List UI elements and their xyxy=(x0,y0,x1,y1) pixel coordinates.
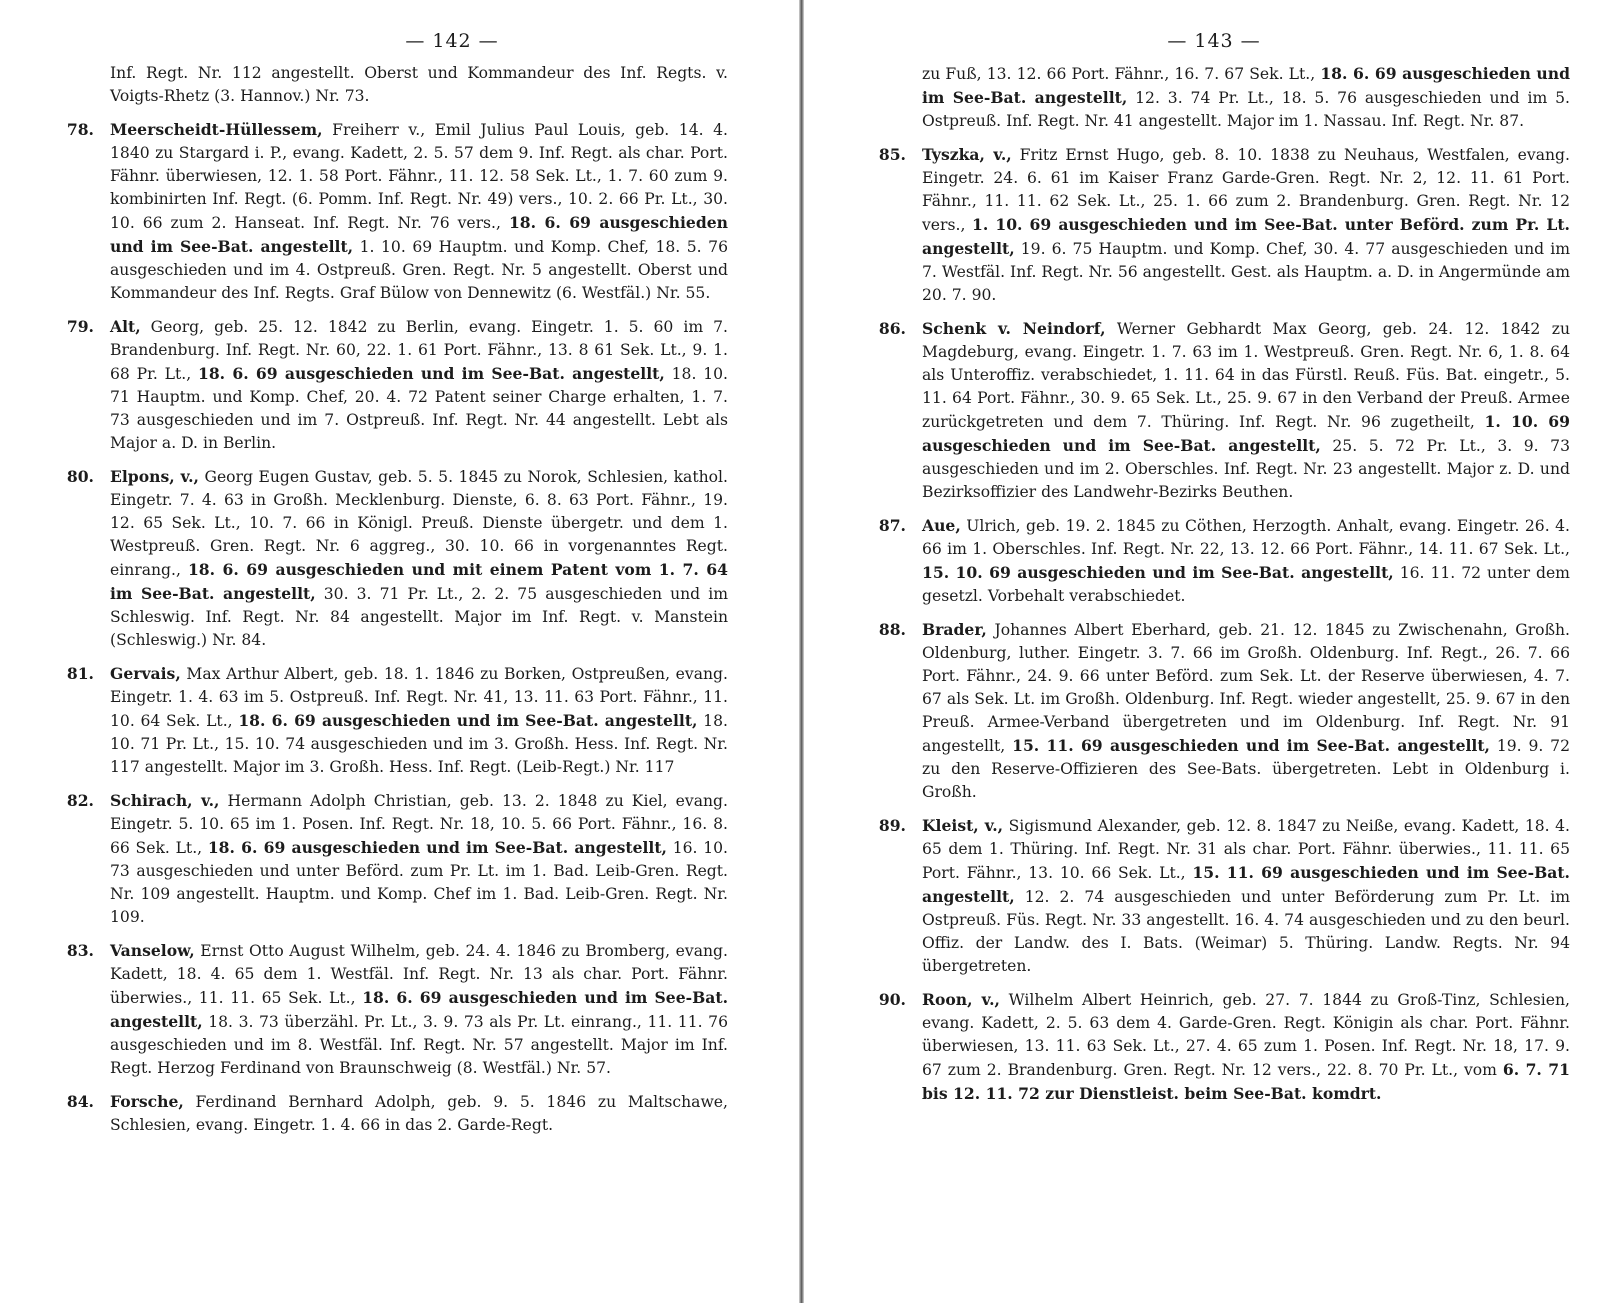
entry-body: Freiherr v., Emil Julius Paul Louis, geb. 14. 4. 1840 zu Stargard i. P., evang. Kadett, 2. 5. 57 dem 9. Inf. Regt. als char. Port. Fähnr. überwiesen, 12. 1. 58 Port. Fähnr., 11. 12. 58 Sek. Lt., 1. 7. 60 zum 9. kombinirten Inf. Regt. (6. Pomm. Inf. Regt. Nr. 49) vers., 10. 2. 66 Pr. Lt., 30. 10. 66 zum 2. Hanseat. Inf. Regt. Nr. 76 vers., xyxy=(110,121,728,232)
register-entry xyxy=(46,315,728,455)
register-entry xyxy=(858,618,1570,804)
entry-text xyxy=(110,662,728,779)
entry-text xyxy=(922,988,1570,1106)
register-entry xyxy=(858,514,1570,608)
entry-text xyxy=(110,789,728,929)
entry-number: 84. xyxy=(66,1092,94,1111)
page-number: — 143 — xyxy=(1167,30,1261,52)
entry-text xyxy=(110,939,728,1080)
entry-name: Vanselow, xyxy=(110,941,195,960)
entry-body: Johannes Albert Eberhard, geb. 21. 12. 1845 zu Zwischenahn, Großh. Oldenburg, luther. Eingetr. 3. 7. 66 im Großh. Oldenburg. Inf. Regt., 26. 7. 66 Port. Fähnr., 24. 9. 66 unter Beförd. zum Sek. Lt. der Reserve überwiesen, 4. 7. 67 als Sek. Lt. im Großh. Oldenburg. Inf. Regt. wieder angestellt, 25. 9. 67 in den Preuß. Armee-Verband übergetreten und im Oldenburg. Inf. Regt. Nr. 91 angestellt, xyxy=(922,621,1570,755)
register-entry xyxy=(858,814,1570,978)
entry-highlight: 18. 6. 69 ausgeschieden und mit einem Patent vom 1. 7. 64 im See-Bat. angestellt, xyxy=(110,560,728,603)
entry-body: Hermann Adolph Christian, geb. 13. 2. 1848 zu Kiel, evang. Eingetr. 5. 10. 65 im 1. Posen. Inf. Regt. Nr. 18, 10. 5. 66 Port. Fähnr., 16. 8. 66 Sek. Lt., xyxy=(110,792,728,857)
register-entry xyxy=(858,317,1570,504)
entry-number: 82. xyxy=(66,791,94,810)
entry-text xyxy=(110,315,728,455)
entry-body: Ernst Otto August Wilhelm, geb. 24. 4. 1846 zu Bromberg, evang. Kadett, 18. 4. 65 dem 1. Westfäl. Inf. Regt. Nr. 13 als char. Port. Fähnr. überwies., 11. 11. 65 Sek. Lt., xyxy=(110,942,728,1007)
entry-text xyxy=(922,814,1570,978)
entry-highlight: 15. 11. 69 ausgeschieden und im See-Bat. angestellt, xyxy=(922,863,1570,906)
register-entry xyxy=(46,118,728,305)
entry-body: Wilhelm Albert Heinrich, geb. 27. 7. 1844 zu Groß-Tinz, Schlesien, evang. Kadett, 2. 5. 63 dem 4. Garde-Gren. Regt. Königin als char. Port. Fähnr. überwiesen, 13. 11. 63 Sek. Lt., 27. 4. 65 zum 1. Posen. Inf. Regt. Nr. 18, 17. 9. 67 zum 2. Brandenburg. Gren. Regt. Nr. 12 vers., 22. 8. 70 Pr. Lt., vom xyxy=(922,991,1570,1079)
entry-text xyxy=(922,317,1570,504)
entry-body: Ulrich, geb. 19. 2. 1845 zu Cöthen, Herzogth. Anhalt, evang. Eingetr. 26. 4. 66 im 1. Oberschles. Inf. Regt. Nr. 22, 13. 12. 66 Port. Fähnr., 14. 11. 67 Sek. Lt., xyxy=(922,517,1571,558)
entry-name: Gervais, xyxy=(110,664,181,683)
entry-text xyxy=(922,514,1570,608)
entry-number: 83. xyxy=(66,941,94,960)
entry-body: Sigismund Alexander, geb. 12. 8. 1847 zu Neiße, evang. Kadett, 18. 4. 65 dem 1. Thüring. Inf. Regt. Nr. 31 als char. Port. Fähnr. überwies., 11. 11. 65 Port. Fähnr., 13. 10. 66 Sek. Lt., xyxy=(922,817,1570,882)
right-page xyxy=(806,0,1600,1303)
entry-body-cont: 18. 10. 71 Pr. Lt., 15. 10. 74 ausgeschieden und im 3. Großh. Hess. Inf. Regt. Nr. 117 angestellt. Major im 3. Großh. Hess. Inf. Regt. (Leib-Regt.) Nr. 117 xyxy=(110,712,728,776)
entry-text xyxy=(922,143,1570,307)
page-number: — 142 — xyxy=(405,30,499,52)
continuation-text: Inf. Regt. Nr. 112 angestellt. Oberst und Kommandeur des Inf. Regts. v. Voigts-Rhetz (3. Hannov.) Nr. 73. xyxy=(110,64,728,105)
entry-number: 90. xyxy=(878,990,906,1009)
entry-highlight: 18. 6. 69 ausgeschieden und im See-Bat. angestellt, xyxy=(110,988,729,1031)
entry-body: Max Arthur Albert, geb. 18. 1. 1846 zu Borken, Ostpreußen, evang. Eingetr. 1. 4. 63 im 5. Ostpreuß. Inf. Regt. Nr. 41, 13. 11. 63 Port. Fähnr., 11. 10. 64 Sek. Lt., xyxy=(110,665,728,730)
entry-text xyxy=(110,1090,728,1137)
entry-name: Aue, xyxy=(922,516,961,535)
register-entry xyxy=(46,465,728,652)
entry-number: 85. xyxy=(878,145,906,164)
entry-number: 79. xyxy=(66,317,94,336)
entry-text xyxy=(110,118,728,305)
book-gutter xyxy=(799,0,804,1303)
entry-number: 87. xyxy=(878,516,906,535)
register-entry xyxy=(858,988,1570,1106)
entry-body: Georg Eugen Gustav, geb. 5. 5. 1845 zu Norok, Schlesien, kathol. Eingetr. 7. 4. 63 in Großh. Mecklenburg. Dienste, 6. 8. 63 Port. Fähnr., 19. 12. 65 Sek. Lt., 10. 7. 66 in Königl. Preuß. Dienste übergetr. und dem 1. Westpreuß. Gren. Regt. Nr. 6 aggreg., 30. 10. 66 in vorgenanntes Regt. einrang., xyxy=(110,468,728,579)
entry-body-cont: 19. 6. 75 Hauptm. und Komp. Chef, 30. 4. 77 ausgeschieden und im 7. Westfäl. Inf. Regt. Nr. 56 angestellt. Gest. als Hauptm. a. D. in Angermünde am 20. 7. 90. xyxy=(922,240,1570,304)
entry-name: Kleist, v., xyxy=(922,816,1004,835)
entry-number: 80. xyxy=(66,467,94,486)
entry-body: Werner Gebhardt Max Georg, geb. 24. 12. 1842 zu Magdeburg, evang. Eingetr. 1. 7. 63 im 1. Westpreuß. Gren. Regt. Nr. 6, 1. 8. 64 als Unteroffiz. verabschiedet, 1. 11. 64 in das Fürstl. Reuß. Füs. Bat. eingetr., 5. 11. 64 Port. Fähnr., 30. 9. 65 Sek. Lt., 25. 9. 67 in den Verband der Preuß. Armee zurückgetreten und dem 7. Thüring. Inf. Regt. Nr. 96 zugetheilt, xyxy=(922,320,1570,431)
entry-body: Fritz Ernst Hugo, geb. 8. 10. 1838 zu Neuhaus, Westfalen, evang. Eingetr. 24. 6. 61 im Kaiser Franz Garde-Gren. Regt. Nr. 2, 12. 11. 61 Port. Fähnr., 11. 11. 62 Sek. Lt., 25. 1. 66 zum 2. Brandenburg. Gren. Regt. Nr. 12 vers., xyxy=(922,146,1570,234)
entry-name: Meerscheidt-Hüllessem, xyxy=(110,120,323,139)
register-entry xyxy=(858,143,1570,307)
continuation-text xyxy=(922,62,1570,133)
entry-number: 78. xyxy=(66,120,94,139)
entry-body: Ferdinand Bernhard Adolph, geb. 9. 5. 1846 zu Maltschawe, Schlesien, evang. Eingetr. 1. 4. 66 in das 2. Garde-Regt. xyxy=(110,1093,728,1134)
entry-body-cont: 30. 3. 71 Pr. Lt., 2. 2. 75 ausgeschieden und im Schleswig. Inf. Regt. Nr. 84 angestellt. Major im Inf. Regt. v. Manstein (Schleswig.) Nr. 84. xyxy=(110,585,728,649)
entry-body: Georg, geb. 25. 12. 1842 zu Berlin, evang. Eingetr. 1. 5. 60 im 7. Brandenburg. Inf. Regt. Nr. 60, 22. 1. 61 Port. Fähnr., 13. 8 61 Sek. Lt., 9. 1. 68 Pr. Lt., xyxy=(110,318,728,383)
register-entry xyxy=(46,662,728,779)
entry-name: Brader, xyxy=(922,620,987,639)
entry-highlight: 18. 6. 69 ausgeschieden und im See-Bat. angestellt, xyxy=(110,213,729,256)
entry-body-cont: 19. 9. 72 zu den Reserve-Offizieren des See-Bats. übergetreten. Lebt in Oldenburg i. Großh. xyxy=(922,737,1570,801)
entry-name: Tyszka, v., xyxy=(922,145,1012,164)
entry-body-cont: 25. 5. 72 Pr. Lt., 3. 9. 73 ausgeschieden und im 2. Oberschles. Inf. Regt. Nr. 23 angestellt. Major z. D. und Bezirksoffizier des Landwehr-Bezirks Beuthen. xyxy=(922,437,1570,501)
entry-number: 86. xyxy=(878,319,906,338)
entry-name: Forsche, xyxy=(110,1092,184,1111)
entry-number: 89. xyxy=(878,816,906,835)
entry-highlight: 6. 7. 71 bis 12. 11. 72 zur Dienstleist. beim See-Bat. komdrt. xyxy=(922,1060,1570,1103)
entry-number: 88. xyxy=(878,620,906,639)
entry-highlight: 15. 10. 69 ausgeschieden und im See-Bat. angestellt, xyxy=(922,563,1394,582)
entry-body-cont: 18. 10. 71 Hauptm. und Komp. Chef, 20. 4. 72 Patent seiner Charge erhalten, 1. 7. 73 ausgeschieden und im 7. Ostpreuß. Inf. Regt. Nr. 44 angestellt. Lebt als Major a. D. in Berlin. xyxy=(110,365,729,452)
entry-name: Alt, xyxy=(110,317,141,336)
entry-highlight: 1. 10. 69 ausgeschieden und im See-Bat. angestellt, xyxy=(922,412,1571,455)
entry-highlight: 18. 6. 69 ausgeschieden und im See-Bat. angestellt, xyxy=(238,711,698,730)
entry-body-cont: 18. 3. 73 überzähl. Pr. Lt., 3. 9. 73 als Pr. Lt. einrang., 11. 11. 76 ausgeschieden und im 8. Westfäl. Inf. Regt. Nr. 57 angestellt. Major im Inf. Regt. Herzog Ferdinand von Braunschweig (8. Westfäl.) Nr. 57. xyxy=(110,1013,728,1077)
entry-body-cont: 16. 10. 73 ausgeschieden und unter Beförd. zum Pr. Lt. im 1. Bad. Leib-Gren. Regt. Nr. 109 angestellt. Hauptm. und Komp. Chef im 1. Bad. Leib-Gren. Regt. Nr. 109. xyxy=(110,839,729,926)
entry-name: Elpons, v., xyxy=(110,467,199,486)
entry-highlight: 18. 6. 69 ausgeschieden und im See-Bat. angestellt, xyxy=(197,364,665,383)
entry-body-cont: 12. 2. 74 ausgeschieden und unter Beförderung zum Pr. Lt. im Ostpreuß. Füs. Regt. Nr. 33 angestellt. 16. 4. 74 ausgeschieden und zu den beurl. Offiz. der Landw. des I. Bats. (Weimar) 5. Thüring. Landw. Regts. Nr. 94 übergetreten. xyxy=(922,888,1570,975)
continuation-body: zu Fuß, 13. 12. 66 Port. Fähnr., 16. 7. 67 Sek. Lt., xyxy=(922,65,1316,83)
entry-body-cont: 16. 11. 72 unter dem gesetzl. Vorbehalt verabschiedet. xyxy=(922,564,1570,605)
continuation-highlight: 18. 6. 69 ausgeschieden und im See-Bat. angestellt, xyxy=(922,64,1570,107)
entry-body-cont: 1. 10. 69 Hauptm. und Komp. Chef, 18. 5. 76 ausgeschieden und im 4. Ostpreuß. Gren. Regt. Nr. 5 angestellt. Oberst und Kommandeur des Inf. Regts. Graf Bülow von Dennewitz (6. Westfäl.) Nr. 55. xyxy=(110,238,728,302)
entry-highlight: 15. 11. 69 ausgeschieden und im See-Bat. angestellt, xyxy=(1012,736,1490,755)
entry-number: 81. xyxy=(66,664,94,683)
register-entry xyxy=(46,1090,728,1137)
entry-text xyxy=(110,465,728,652)
entry-name: Schenk v. Neindorf, xyxy=(922,319,1106,338)
entry-highlight: 18. 6. 69 ausgeschieden und im See-Bat. angestellt, xyxy=(207,838,667,857)
register-entry xyxy=(46,939,728,1080)
entry-name: Roon, v., xyxy=(922,990,1000,1009)
entry-highlight: 1. 10. 69 ausgeschieden und im See-Bat. unter Beförd. zum Pr. Lt. angestellt, xyxy=(922,215,1570,258)
entry-name: Schirach, v., xyxy=(110,791,220,810)
register-entry xyxy=(46,789,728,929)
continuation-body-cont: 12. 3. 74 Pr. Lt., 18. 5. 76 ausgeschieden und im 5. Ostpreuß. Inf. Regt. Nr. 41 angestellt. Major im 1. Nassau. Inf. Regt. Nr. 87. xyxy=(922,89,1570,130)
entry-text xyxy=(922,618,1570,804)
